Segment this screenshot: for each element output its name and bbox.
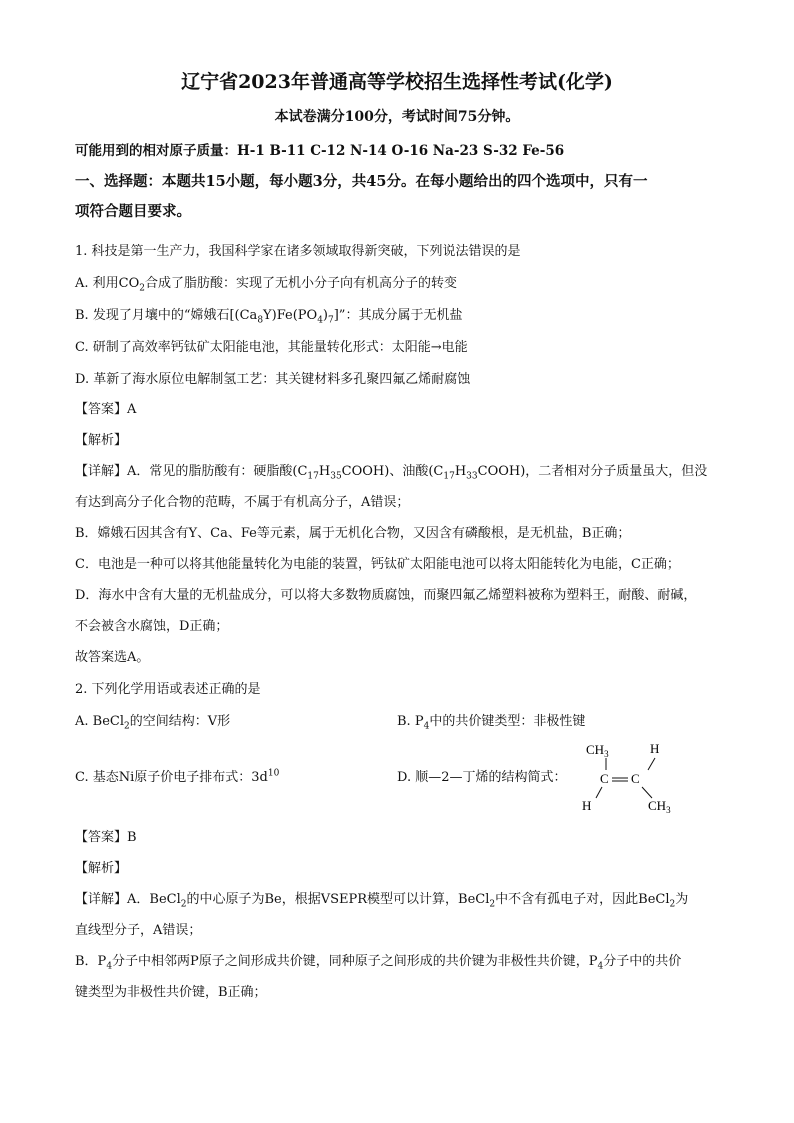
struct-bond-left-down: [596, 787, 602, 798]
q1-analysis: 【解析】: [75, 433, 128, 448]
struct-h-bottom: H: [582, 798, 592, 813]
q1-option-c: C. 研制了高效率钙钛矿太阳能电池，其能量转化形式：太阳能→电能: [75, 340, 468, 355]
q1-option-d: D. 革新了海水原位电解制氢工艺：其关键材料多孔聚四氟乙烯耐腐蚀: [75, 372, 471, 387]
q2-detail-4: 键类型为非极性共价键，B正确；: [75, 985, 267, 1000]
struct-h-top: H: [650, 741, 660, 756]
struct-bond-right-down: [642, 787, 652, 798]
q2-option-d: D. 顺—2—丁烯的结构简式：: [397, 770, 567, 785]
q2-option-c-sup: 10: [267, 768, 280, 779]
q2-analysis: 【解析】: [75, 861, 128, 876]
q1-detail-1-sub3: 17: [443, 471, 455, 482]
q2-option-a-post: 的空间结构：V形: [129, 714, 231, 729]
q2-option-b: [397, 712, 585, 732]
struct-ch3-bottom: $CH_3$: [648, 798, 671, 815]
q1-detail-1-end: COOH)，二者相对分子质量虽大，但没: [477, 464, 708, 479]
q1-detail-1-m2: COOH)、油酸(C: [341, 464, 444, 479]
q1-stem: 1. 科技是第一生产力，我国科学家在诸多领域取得新突破，下列说法错误的是: [75, 244, 521, 259]
q1-option-b-sub2: 4: [317, 315, 323, 326]
q2-detail-2: 直线型分子，A错误；: [75, 923, 202, 938]
cis-2-butene-structure: [572, 736, 692, 816]
q2-stem: 2. 下列化学用语或表述正确的是: [75, 682, 261, 697]
q1-detail-4: C．电池是一种可以将其他能量转化为电能的装置，钙钛矿太阳能电池可以将太阳能转化为电能，C正确；: [75, 557, 680, 572]
q1-option-b-sub3: 7: [328, 315, 334, 326]
q1-option-a-pre: A. 利用CO: [75, 276, 140, 291]
q1-answer: 【答案】A: [75, 402, 137, 417]
q2-detail-1-sub2: 2: [489, 899, 496, 910]
q1-option-b-mid: Y)Fe(PO: [263, 308, 318, 323]
q2-detail-1a: 【详解】A．BeCl: [75, 892, 181, 907]
section-heading-line2: 项符合题目要求。: [75, 203, 191, 220]
q2-detail-1c: 中不含有孤电子对，因此BeCl: [495, 892, 670, 907]
atomic-masses: 可能用到的相对原子质量：H-1 B-11 C-12 N-14 O-16 Na-23 S-32 Fe-56: [75, 143, 565, 159]
q2-detail-3b: 分子中相邻两P原子之间形成共价键，同种原子之间形成的共价键为非极性共价键，P: [112, 954, 598, 969]
q1-detail-5: D．海水中含有大量的无机盐成分，可以将大多数物质腐蚀，而聚四氟乙烯塑料被称为塑料王，耐酸、耐碱，: [75, 588, 697, 603]
exam-subtitle: 本试卷满分100分，考试时间75分钟。: [274, 109, 520, 125]
q2-option-b-sub: 4: [423, 721, 430, 732]
section-heading-line1: 一、选择题：本题共15小题，每小题3分，共45分。在每小题给出的四个选项中，只有一: [75, 173, 648, 190]
q2-detail-3c: 分子中的共价: [603, 954, 682, 969]
q1-conclusion: 故答案选A。: [75, 650, 150, 665]
q1-option-a: [75, 274, 727, 294]
q1-detail-1a: 【详解】A．常见的脂肪酸有：硬脂酸(C: [75, 464, 308, 479]
q2-detail-3-sub2: 4: [597, 961, 604, 972]
q2-option-b-post: 中的共价键类型：非极性键: [429, 714, 586, 729]
struct-c-left: C: [600, 771, 609, 786]
q2-detail-1-sub3: 2: [669, 899, 676, 910]
q1-option-b-sub1: 8: [257, 315, 264, 326]
q1-detail-6: 不会被含水腐蚀，D正确；: [75, 619, 229, 634]
q2-detail-3a: B．P: [75, 954, 107, 969]
q1-option-b-post: ]”：其成分属于无机盐: [333, 308, 463, 323]
q1-option-b-pre: B. 发现了月壤中的“嫦娥石[(Ca: [75, 308, 258, 323]
q2-option-a-sub: 2: [124, 721, 130, 732]
struct-ch3-top: $CH_3$: [586, 742, 609, 759]
q1-detail-1-sub1: 17: [307, 471, 319, 482]
q1-detail-3: B．嫦娥石因其含有Y、Ca、Fe等元素，属于无机化合物，又因含有磷酸根，是无机盐，B正确；: [75, 526, 631, 541]
exam-title: 辽宁省2023年普通高等学校招生选择性考试(化学): [181, 71, 613, 93]
q2-detail-3: [75, 952, 727, 972]
q1-detail-1-m3: H: [454, 464, 467, 479]
q2-detail-1b: 的中心原子为Be，根据VSEPR模型可以计算，BeCl: [186, 892, 490, 907]
q1-option-a-post: 合成了脂肪酸：实现了无机小分子向有机高分子的转变: [145, 276, 458, 291]
q2-option-c-pre: C. 基态Ni原子价电子排布式：3d: [75, 770, 268, 785]
struct-c-right: C: [631, 771, 640, 786]
q1-detail-1-sub4: 33: [466, 471, 478, 482]
q2-option-b-pre: B. P: [397, 714, 424, 729]
q2-detail-3-sub1: 4: [106, 961, 113, 972]
q2-answer: 【答案】B: [75, 830, 137, 845]
q1-detail-1-m1: H: [318, 464, 331, 479]
q1-option-b: B. 发现了月壤中的“嫦娥石$[(Ca_8Y)Fe(PO_4)_7]$”：其成分属于无机盐: [75, 308, 463, 326]
q1-option-a-sub: 2: [139, 283, 145, 294]
q2-option-a: [75, 712, 375, 732]
q2-detail-1-sub1: 2: [180, 899, 187, 910]
q1-detail-2: 有达到高分子化合物的范畴，不属于有机高分子，A错误；: [75, 495, 410, 510]
q1-detail-1: [75, 462, 727, 482]
q2-detail-1: [75, 890, 727, 910]
q2-option-a-pre: A. BeCl: [75, 714, 125, 729]
q2-detail-1d: 为: [675, 892, 689, 907]
q1-detail-1-sub2: 35: [330, 471, 342, 482]
q2-option-c: [75, 768, 375, 788]
struct-bond-right-up: [648, 758, 655, 770]
